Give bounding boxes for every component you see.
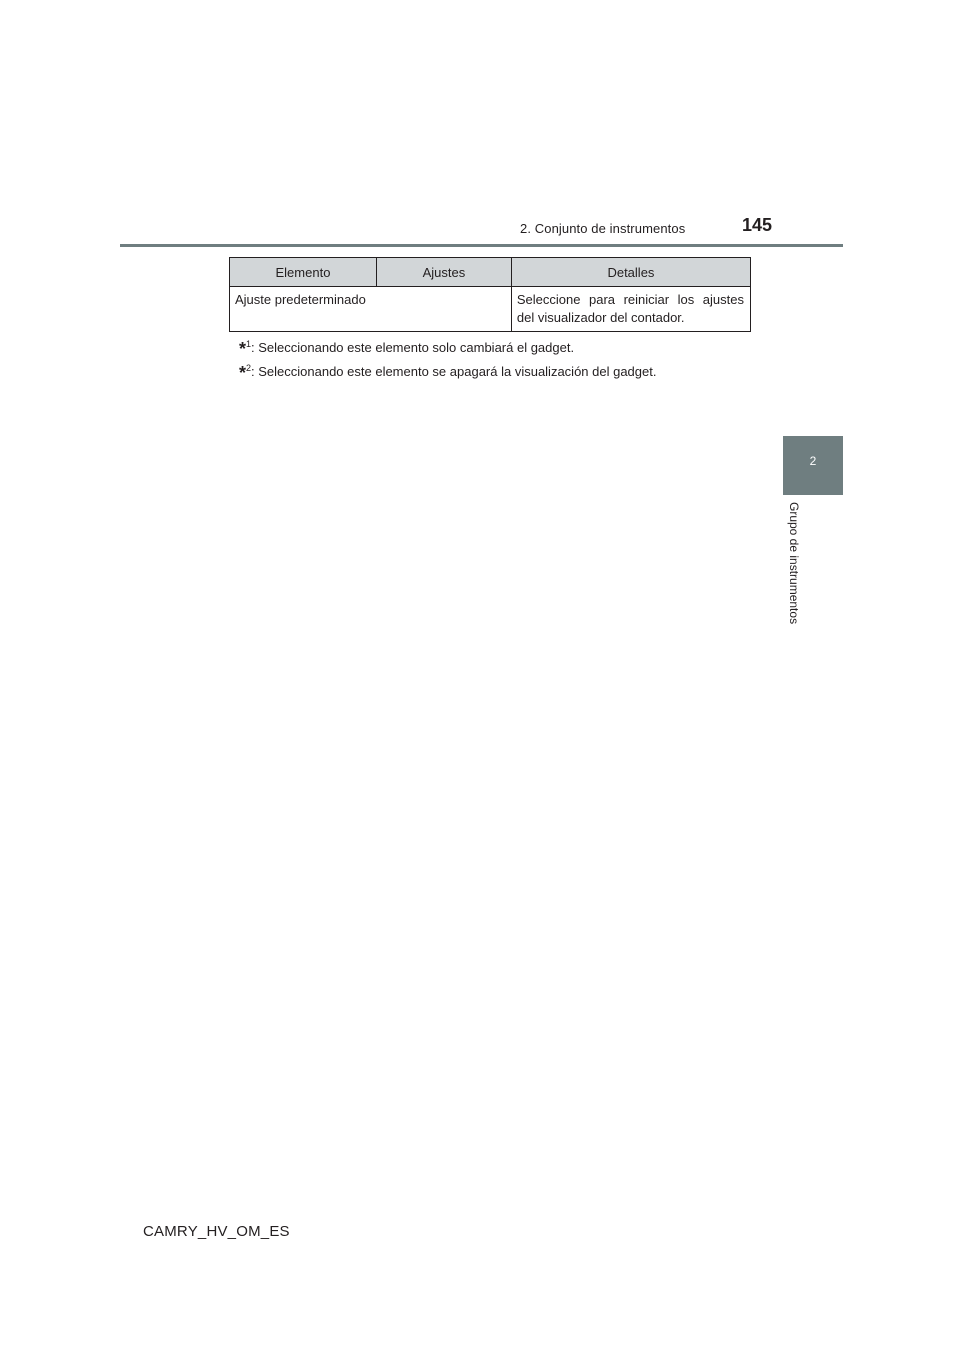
column-header-ajustes: Ajustes	[376, 258, 511, 287]
cell-detalles: Seleccione para reiniciar los ajustes del visualizador del contador.	[511, 287, 750, 332]
table-header-row	[230, 258, 751, 287]
footnote-asterisk: *	[239, 339, 247, 359]
chapter-label-container	[785, 502, 805, 642]
chapter-number: 2	[809, 454, 817, 468]
settings-table	[229, 257, 751, 332]
footnote-text: : Seleccionando este elemento solo cambiará el gadget.	[251, 340, 575, 355]
column-header-elemento: Elemento	[230, 258, 377, 287]
page-number: 145	[742, 215, 773, 235]
section-title: 2. Conjunto de instrumentos	[520, 221, 686, 236]
chapter-label: Grupo de instrumentos	[787, 502, 801, 625]
chapter-tab	[783, 436, 843, 495]
footnote-asterisk: *	[239, 363, 247, 383]
header-divider	[120, 244, 843, 247]
cell-elemento: Ajuste predeterminado	[230, 287, 512, 332]
footnote-2	[239, 360, 656, 381]
footnote-text: : Seleccionando este elemento se apagará la visualización del gadget.	[251, 364, 657, 379]
column-header-detalles: Detalles	[511, 258, 750, 287]
footnote-1	[239, 336, 574, 357]
footnote-number: 1	[246, 339, 252, 349]
table-row	[230, 287, 751, 332]
footnote-number: 2	[246, 363, 252, 373]
document-code: CAMRY_HV_OM_ES	[143, 1223, 290, 1240]
